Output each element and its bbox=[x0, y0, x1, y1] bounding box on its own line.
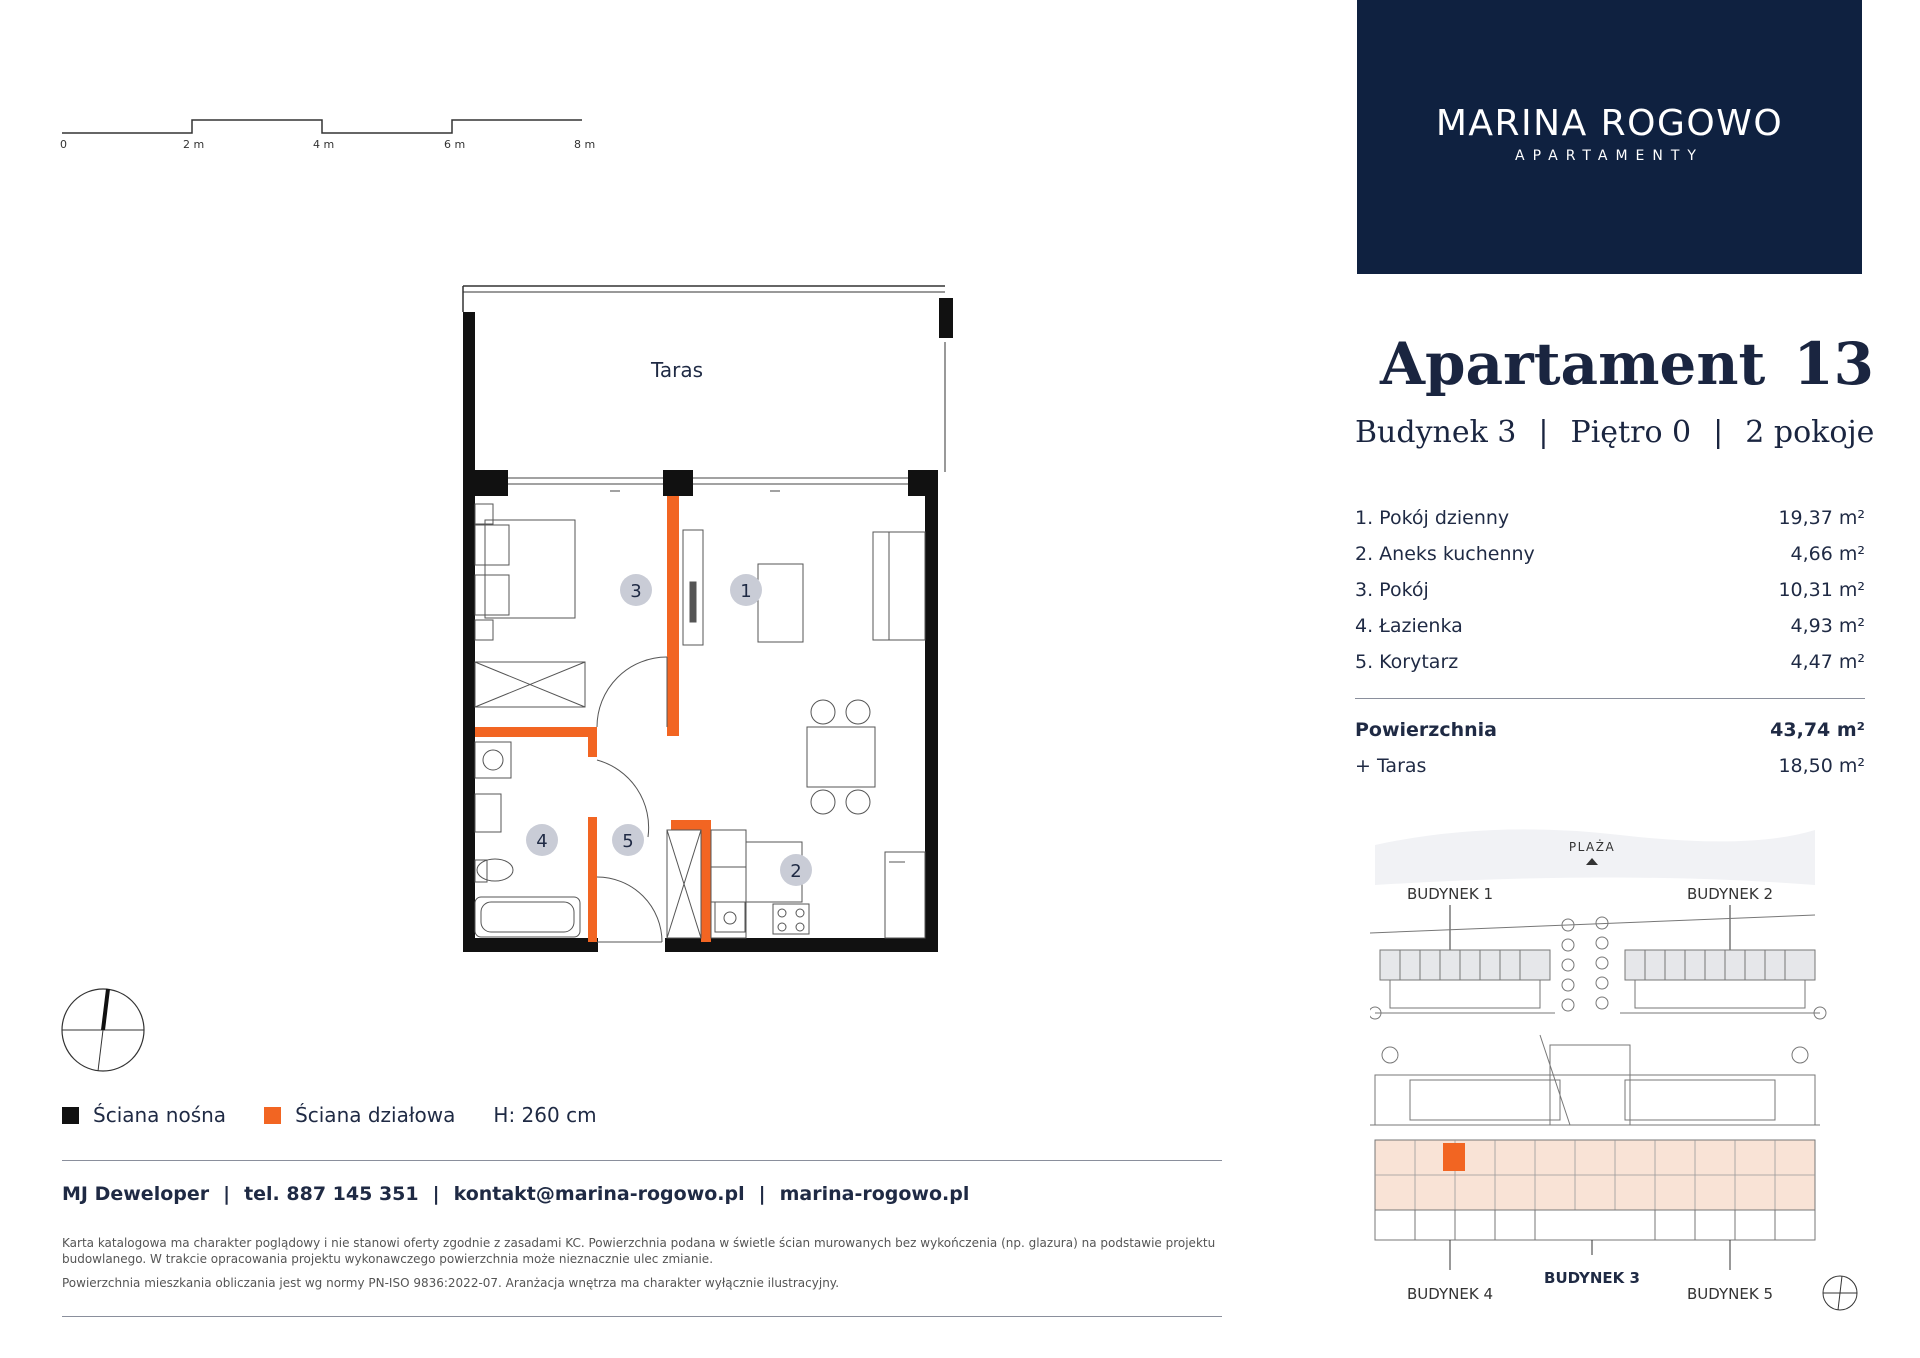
compass-icon bbox=[58, 985, 148, 1075]
apartment-number: 13 bbox=[1793, 330, 1875, 398]
legend-partition bbox=[264, 1103, 455, 1127]
total-area-row bbox=[1355, 712, 1865, 748]
building-1-block bbox=[1375, 950, 1555, 1013]
apartment-location-marker bbox=[1443, 1143, 1465, 1171]
building-label: Budynek 3 bbox=[1355, 415, 1517, 450]
room-area: 19,37 m² bbox=[1778, 507, 1865, 529]
scale-tick-4: 4 m bbox=[313, 138, 335, 151]
contact-bar: MJ Deweloper | tel. 887 145 351 | kontakt@marina-rogowo.pl | marina-rogowo.pl bbox=[62, 1183, 970, 1205]
scale-bar bbox=[60, 110, 600, 160]
scale-tick-2: 2 m bbox=[183, 138, 205, 151]
room-marker-3 bbox=[620, 574, 652, 606]
rooms-count: 2 pokoje bbox=[1745, 415, 1875, 450]
room-name: 4. Łazienka bbox=[1355, 615, 1463, 637]
apartment-title-word: Apartament bbox=[1380, 330, 1766, 398]
svg-text:5: 5 bbox=[622, 831, 634, 852]
brand-subtitle: APARTAMENTY bbox=[1515, 148, 1704, 164]
apartment-meta: Budynek 3 | Piętro 0 | 2 pokoje bbox=[1355, 415, 1875, 450]
central-courtyard bbox=[1370, 1035, 1820, 1125]
disclaimer-line-2: Powierzchnia mieszkania obliczania jest wg normy PN-ISO 9836:2022-07. Aranżacja wnętrza ma charakter wyłącznie ilustracyjny. bbox=[62, 1276, 840, 1290]
email-link[interactable]: kontakt@marina-rogowo.pl bbox=[453, 1183, 745, 1205]
developer-name: MJ Deweloper bbox=[62, 1183, 210, 1205]
terrace-area-label: + Taras bbox=[1355, 755, 1427, 777]
room-list-divider bbox=[1355, 698, 1865, 699]
room-name: 1. Pokój dzienny bbox=[1355, 507, 1510, 529]
room-row-5 bbox=[1355, 644, 1865, 680]
svg-text:4: 4 bbox=[536, 831, 548, 852]
svg-text:1: 1 bbox=[740, 581, 752, 602]
brand-title: MARINA ROGOWO bbox=[1435, 103, 1784, 144]
scale-tick-0: 0 bbox=[60, 138, 67, 151]
divider-bottom bbox=[62, 1316, 1222, 1317]
room-list bbox=[1355, 500, 1865, 680]
room-marker-2 bbox=[780, 854, 812, 886]
room-marker-5 bbox=[612, 824, 644, 856]
phone-link[interactable]: tel. 887 145 351 bbox=[244, 1183, 419, 1205]
site-compass-icon bbox=[1823, 1276, 1857, 1310]
legend-load-bearing-label: Ściana nośna bbox=[93, 1103, 227, 1127]
room-marker-1 bbox=[730, 574, 762, 606]
total-area-label: Powierzchnia bbox=[1355, 719, 1498, 741]
partition-swatch bbox=[264, 1107, 281, 1124]
site-plan bbox=[1370, 815, 1870, 1325]
scale-tick-8: 8 m bbox=[574, 138, 596, 151]
room-area: 4,47 m² bbox=[1790, 651, 1865, 673]
terrace-label: Taras bbox=[650, 358, 704, 382]
doors bbox=[597, 657, 667, 942]
floor-label: Piętro 0 bbox=[1570, 415, 1692, 450]
room-area: 4,66 m² bbox=[1790, 543, 1865, 565]
beach-area bbox=[1375, 829, 1815, 885]
living-furniture bbox=[758, 532, 925, 814]
svg-text:3: 3 bbox=[630, 581, 642, 602]
room-name: 2. Aneks kuchenny bbox=[1355, 543, 1535, 565]
terrace-area-row bbox=[1355, 748, 1865, 784]
bathroom-fixtures bbox=[475, 662, 585, 937]
legend bbox=[62, 1100, 635, 1130]
legend-height bbox=[493, 1103, 596, 1127]
room-row-4 bbox=[1355, 608, 1865, 644]
site-building-1: BUDYNEK 1 bbox=[1406, 885, 1494, 903]
svg-text:2: 2 bbox=[790, 861, 802, 882]
room-area: 4,93 m² bbox=[1790, 615, 1865, 637]
room-row-1 bbox=[1355, 500, 1865, 536]
room-name: 3. Pokój bbox=[1355, 579, 1429, 601]
trees bbox=[1370, 917, 1826, 1063]
disclaimer-line-1: Karta katalogowa ma charakter poglądowy i nie stanowi oferty zgodnie z zasadami KC. Powierzchnia podana w świetle ścian murowanych bez wykończenia (np. glazura) na podstawie projektu budowlanego. W trakcie opracowania projektu wykonawczego powierzchnia może nieznacznie ulec zmianie. bbox=[62, 1236, 1216, 1266]
room-area: 10,31 m² bbox=[1778, 579, 1865, 601]
ceiling-height: H: 260 cm bbox=[493, 1103, 597, 1127]
website-link[interactable]: marina-rogowo.pl bbox=[779, 1183, 970, 1205]
total-area-value: 43,74 m² bbox=[1770, 719, 1865, 741]
window-line bbox=[508, 478, 908, 491]
site-building-5: BUDYNEK 5 bbox=[1686, 1285, 1774, 1303]
beach-label: PLAŻA bbox=[1568, 840, 1616, 854]
room-row-3 bbox=[1355, 572, 1865, 608]
totals bbox=[1355, 712, 1865, 784]
floor-plan bbox=[455, 282, 960, 962]
terrace-railing bbox=[463, 286, 945, 472]
site-building-4: BUDYNEK 4 bbox=[1406, 1285, 1494, 1303]
terrace-area-value: 18,50 m² bbox=[1778, 755, 1865, 777]
apartment-title bbox=[1380, 330, 1874, 398]
room-marker-4 bbox=[526, 824, 558, 856]
room-name: 5. Korytarz bbox=[1355, 651, 1459, 673]
legend-load-bearing bbox=[62, 1103, 226, 1127]
room-row-2 bbox=[1355, 536, 1865, 572]
tv-cabinet bbox=[683, 530, 703, 645]
lower-units bbox=[1375, 1210, 1815, 1240]
building-2-block bbox=[1620, 950, 1820, 1013]
site-building-3: BUDYNEK 3 bbox=[1544, 1269, 1640, 1287]
legend-partition-label: Ściana działowa bbox=[295, 1103, 456, 1127]
scale-tick-6: 6 m bbox=[444, 138, 466, 151]
bed bbox=[475, 504, 575, 640]
divider-top bbox=[62, 1160, 1222, 1161]
load-bearing-swatch bbox=[62, 1107, 79, 1124]
site-building-2: BUDYNEK 2 bbox=[1686, 885, 1774, 903]
brand-block bbox=[1357, 0, 1862, 274]
